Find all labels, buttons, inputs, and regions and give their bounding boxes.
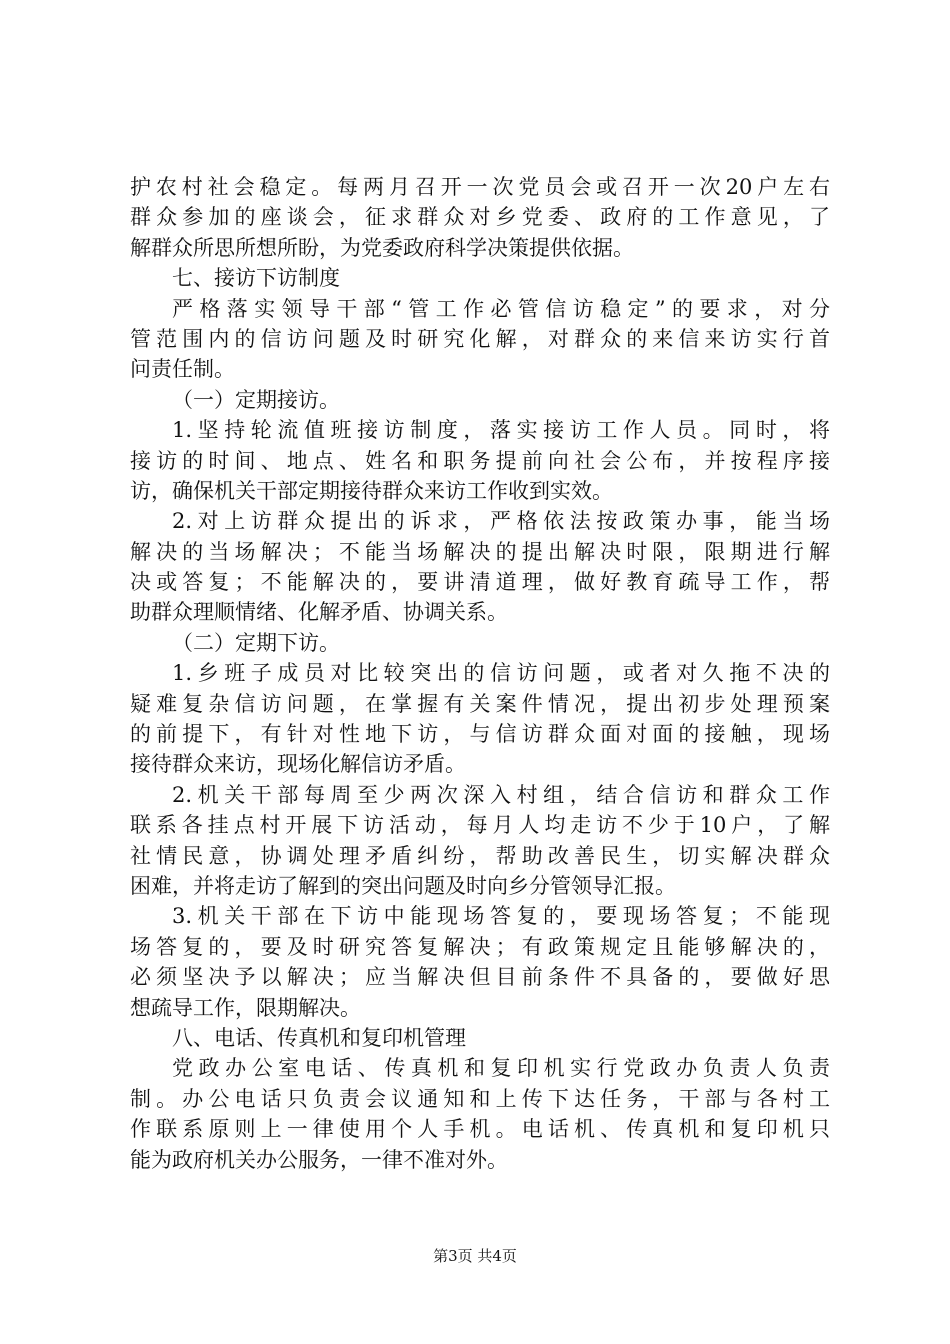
- document-body: [130, 172, 830, 1175]
- text-line: 社情民意，协调处理矛盾纠纷，帮助改善民生，切实解决群众: [130, 843, 830, 868]
- text-line: 的前提下，有针对性地下访，与信访群众面对面的接触，现场: [130, 722, 830, 747]
- text-line: 党政办公室电话、传真机和复印机实行党政办负责人负责: [172, 1056, 830, 1081]
- text-line: 3.机关干部在下访中能现场答复的，要现场答复；不能现: [172, 904, 830, 929]
- text-line: 1.坚持轮流值班接访制度，落实接访工作人员。同时，将: [172, 418, 830, 443]
- text-line: 严格落实领导干部“管工作必管信访稳定”的要求，对分: [172, 296, 830, 321]
- text-line: 场答复的，要及时研究答复解决；有政策规定且能够解决的，: [130, 934, 830, 959]
- text-line: 访，确保机关干部定期接待群众来访工作收到实效。: [130, 478, 613, 503]
- text-line: 能为政府机关办公服务，一律不准对外。: [130, 1147, 508, 1172]
- section-heading: 八、电话、传真机和复印机管理: [172, 1025, 466, 1050]
- text-line: 接访的时间、地点、姓名和职务提前向社会公布，并按程序接: [130, 448, 830, 473]
- text-line: 解决的当场解决；不能当场解决的提出解决时限，限期进行解: [130, 539, 830, 564]
- text-line: 助群众理顺情绪、化解矛盾、协调关系。: [130, 600, 508, 625]
- text-line: 疑难复杂信访问题，在掌握有关案件情况，提出初步处理预案: [130, 691, 830, 716]
- text-line: 制。办公电话只负责会议通知和上传下达任务，干部与各村工: [130, 1086, 830, 1111]
- text-line: 必须坚决予以解决；应当解决但目前条件不具备的，要做好思: [130, 965, 830, 990]
- text-line: 作联系原则上一律使用个人手机。电话机、传真机和复印机只: [130, 1117, 830, 1142]
- section-heading: 七、接访下访制度: [172, 266, 340, 291]
- text-line: 解群众所思所想所盼，为党委政府科学决策提供依据。: [130, 235, 634, 260]
- text-line: 困难，并将走访了解到的突出问题及时向乡分管领导汇报。: [130, 873, 676, 898]
- text-line: 2.机关干部每周至少两次深入村组，结合信访和群众工作: [172, 782, 830, 807]
- text-line: 联系各挂点村开展下访活动，每月人均走访不少于10户，了解: [130, 813, 830, 838]
- text-line: 想疏导工作，限期解决。: [130, 995, 361, 1020]
- text-line: 1.乡班子成员对比较突出的信访问题，或者对久拖不决的: [172, 661, 830, 686]
- text-line: 问责任制。: [130, 357, 235, 382]
- section-heading: （一）定期接访。: [172, 387, 340, 412]
- text-line: 2.对上访群众提出的诉求，严格依法按政策办事，能当场: [172, 509, 830, 534]
- text-line: 管范围内的信访问题及时研究化解，对群众的来信来访实行首: [130, 326, 830, 351]
- text-line: 护农村社会稳定。每两月召开一次党员会或召开一次20户左右: [130, 175, 830, 199]
- section-heading: （二）定期下访。: [172, 630, 340, 655]
- text-line: 群众参加的座谈会，征求群众对乡党委、政府的工作意见，了: [130, 205, 830, 230]
- text-line: 决或答复；不能解决的，要讲清道理，做好教育疏导工作，帮: [130, 570, 830, 595]
- text-line: 接待群众来访，现场化解信访矛盾。: [130, 752, 466, 777]
- page-footer: 第3页 共4页: [433, 1247, 517, 1265]
